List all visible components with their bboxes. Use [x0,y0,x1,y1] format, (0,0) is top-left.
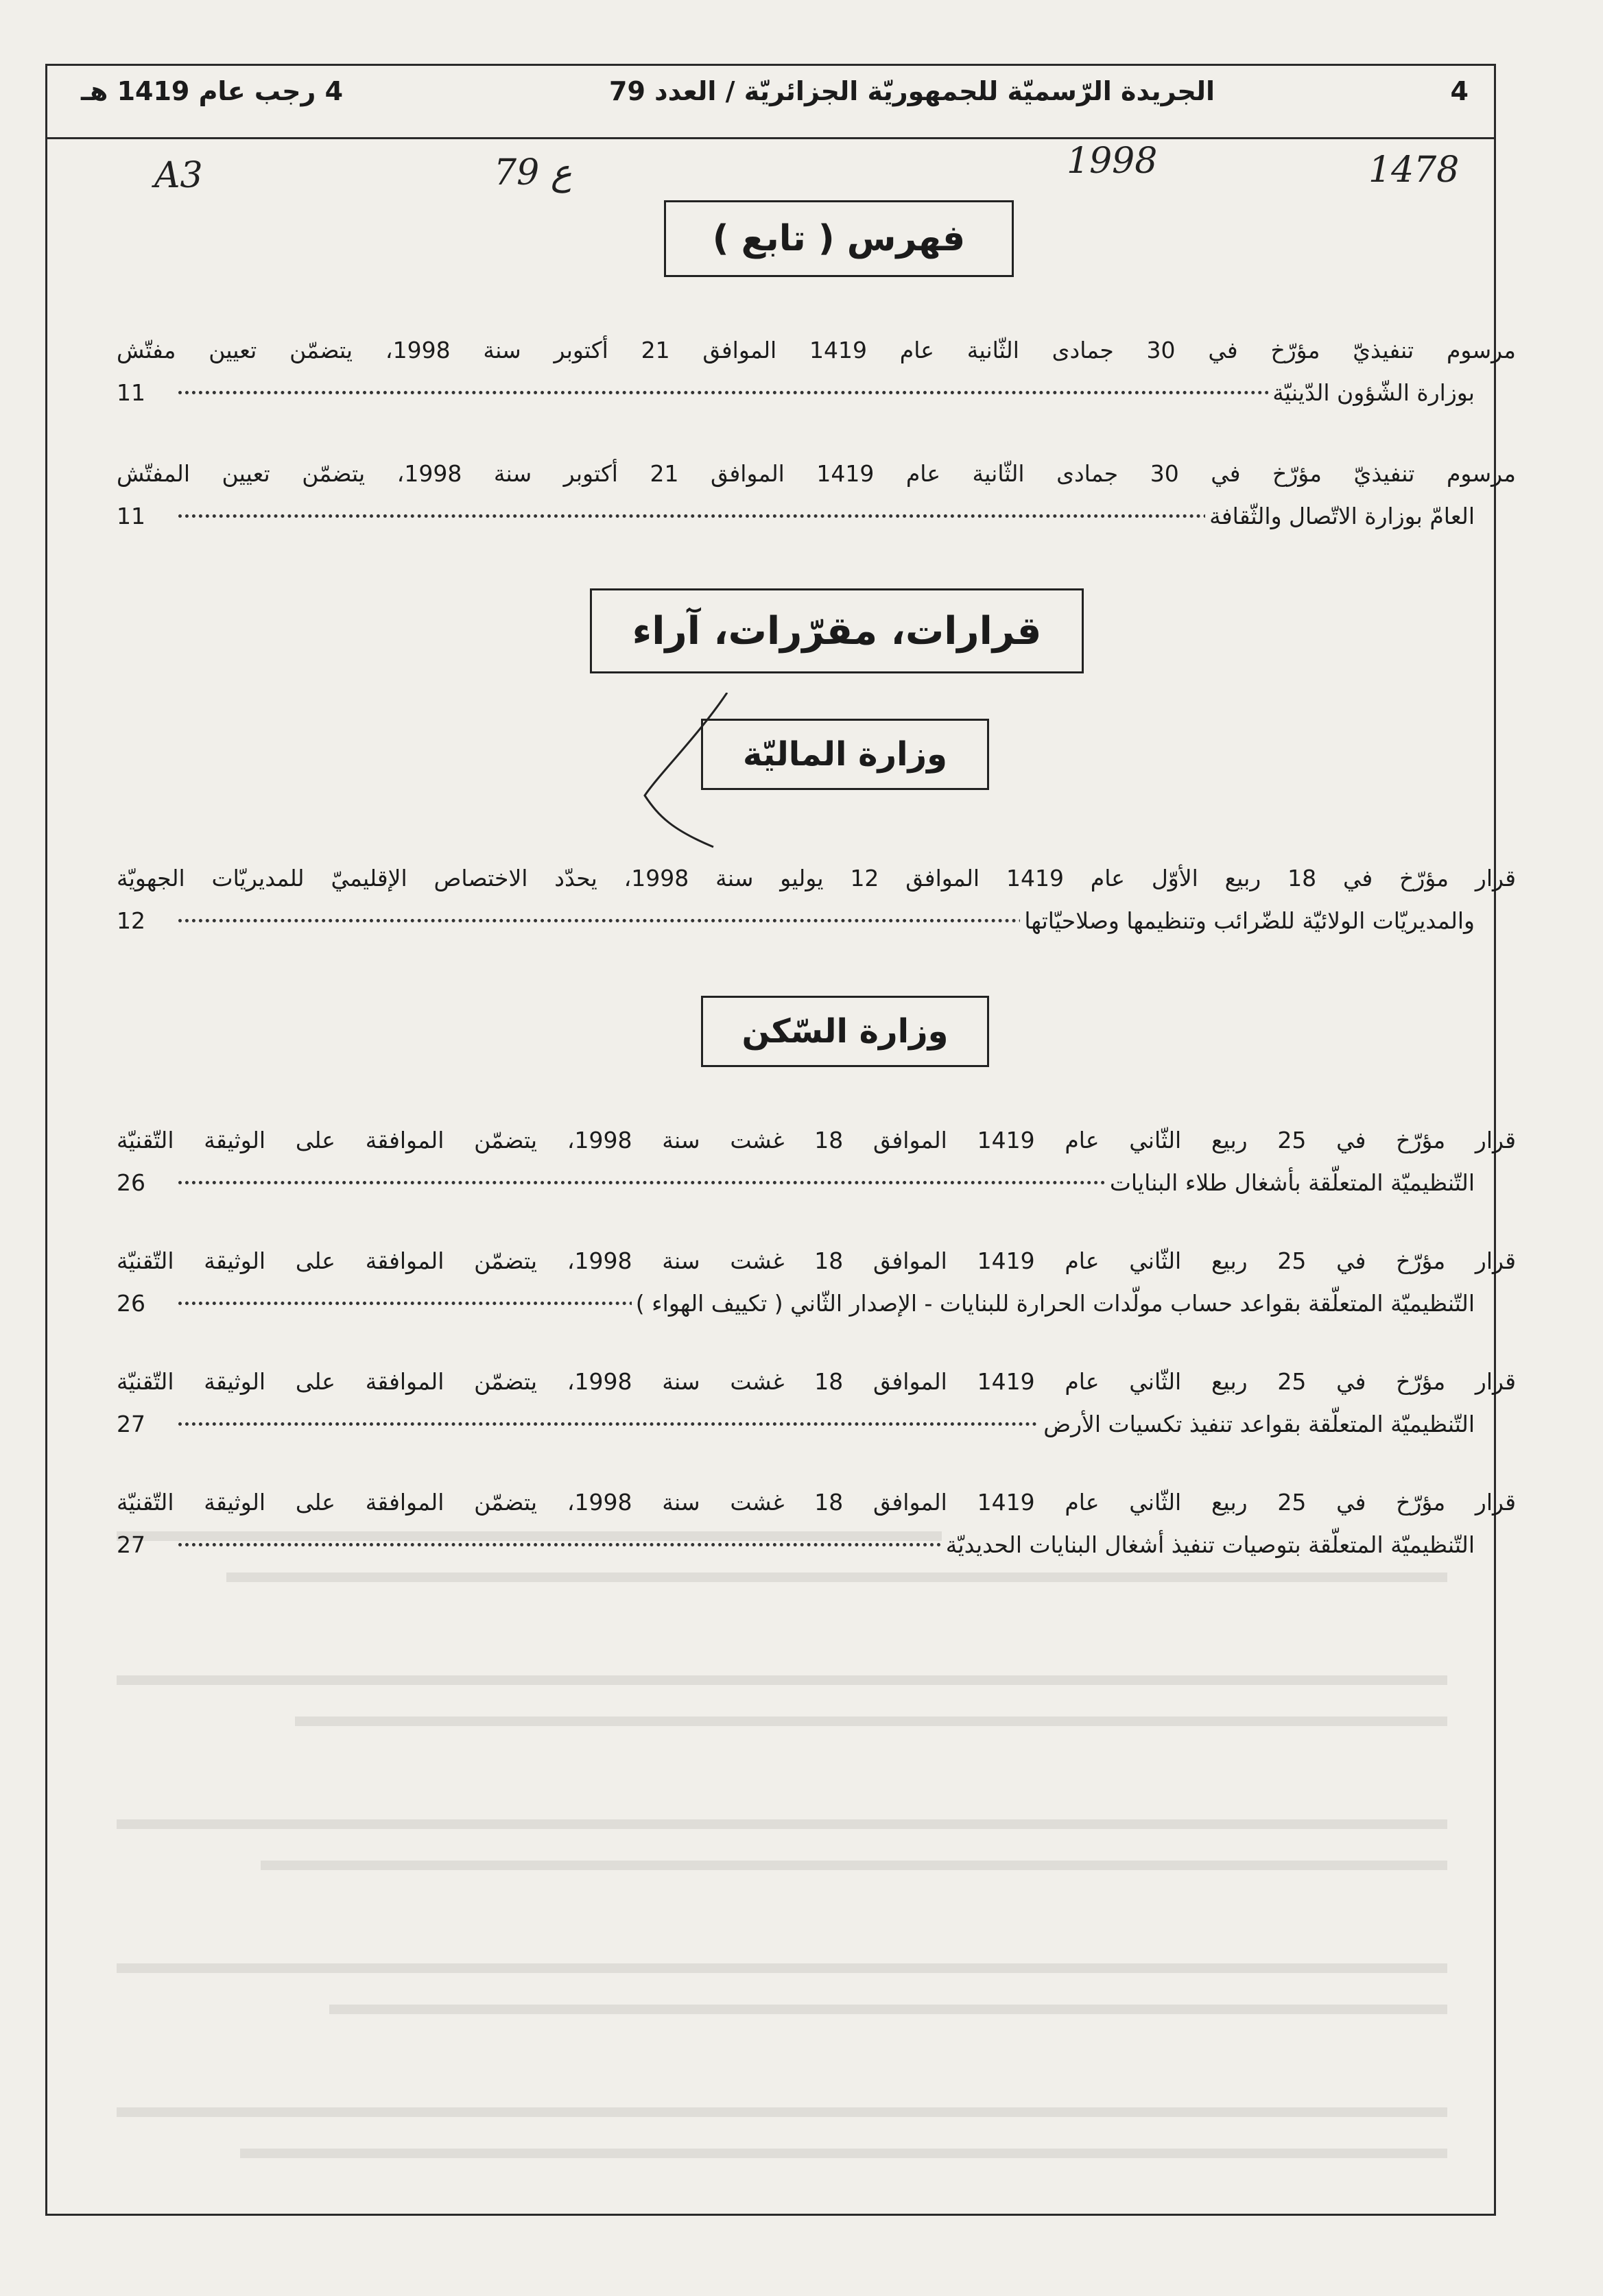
hijri-date: 4 رجب عام 1419 هـ [81,76,344,106]
index-entry [117,453,1516,538]
entry-page-number: 26 [117,1169,145,1196]
entry-page-number: 11 [117,503,145,529]
handwritten-code: 1478 [1368,150,1460,191]
index-entry [117,1481,1516,1566]
index-continued-title: فهرس ( تابع ) [664,200,1014,277]
entry-line-2: التّنظيميّة المتعلّقة بأشغال طلاء البنايات [1106,1162,1475,1204]
entry-line-2: التّنظيميّة المتعلّقة بقواعد تنفيذ تكسيات الأرض [1039,1403,1475,1446]
ministry-finance-title: وزارة الماليّة [701,719,989,790]
entry-line-1: قرار مؤرّخ في 25 ربيع الثّاني عام 1419 الموافق 18 غشت سنة 1998، يتضمّن الموافقة على الوثيقة التّقنيّة [117,1247,1516,1274]
page-number: 4 [1450,76,1469,106]
entry-line-1: قرار مؤرّخ في 18 ربيع الأوّل عام 1419 الموافق 12 يوليو سنة 1998، يحدّد الاختصاص الإقليميّ للمديريّات الجهويّة [117,865,1516,892]
entry-line-2: بوزارة الشّؤون الدّينيّة [1268,372,1475,414]
entry-line-1: مرسوم تنفيذيّ مؤرّخ في 30 جمادى الثّانية عام 1419 الموافق 21 أكتوبر سنة 1998، يتضمّن تعيين المفتّش [117,460,1516,487]
entry-line-1: مرسوم تنفيذيّ مؤرّخ في 30 جمادى الثّانية عام 1419 الموافق 21 أكتوبر سنة 1998، يتضمّن تعيين مفتّش [117,337,1516,363]
entry-line-2: التّنظيميّة المتعلّقة بقواعد حساب مولّدات الحرارة للبنايات - الإصدار الثّاني ( تكييف الهواء ) [632,1282,1475,1325]
index-entry [117,857,1516,942]
entry-line-1: قرار مؤرّخ في 25 ربيع الثّاني عام 1419 الموافق 18 غشت سنة 1998، يتضمّن الموافقة على الوثيقة التّقنيّة [117,1489,1516,1516]
gazette-title: الجريدة الرّسميّة للجمهوريّة الجزائريّة / العدد 79 [609,76,1215,106]
page-header [45,64,1496,139]
index-entry [117,1119,1516,1204]
entry-line-2: والمديريّات الولائيّة للضّرائب وتنظيمها وصلاحيّاتها [1020,900,1475,942]
entry-line-2: العامّ بوزارة الاتّصال والثّقافة [1205,495,1475,538]
handwritten-year: 1998 [1067,141,1158,182]
index-entry [117,329,1516,414]
entry-page-number: 11 [117,379,145,406]
entry-page-number: 26 [117,1290,145,1317]
index-entry [117,1361,1516,1446]
handwritten-ref-b: ع 79 [494,152,572,193]
entry-line-1: قرار مؤرّخ في 25 ربيع الثّاني عام 1419 الموافق 18 غشت سنة 1998، يتضمّن الموافقة على الوثيقة التّقنيّة [117,1127,1516,1153]
entry-line-2: التّنظيميّة المتعلّقة بتوصيات تنفيذ أشغال البنايات الحديديّة [942,1524,1475,1566]
handwritten-ref-a: A3 [154,155,203,196]
entry-page-number: 27 [117,1411,145,1437]
index-entry [117,1240,1516,1325]
entry-page-number: 12 [117,907,145,934]
decisions-title: قرارات، مقرّرات، آراء [590,588,1084,673]
entry-page-number: 27 [117,1531,145,1558]
entry-line-1: قرار مؤرّخ في 25 ربيع الثّاني عام 1419 الموافق 18 غشت سنة 1998، يتضمّن الموافقة على الوثيقة التّقنيّة [117,1368,1516,1395]
paper-crack [617,693,768,850]
ministry-housing-title: وزارة السّكن [701,996,989,1067]
